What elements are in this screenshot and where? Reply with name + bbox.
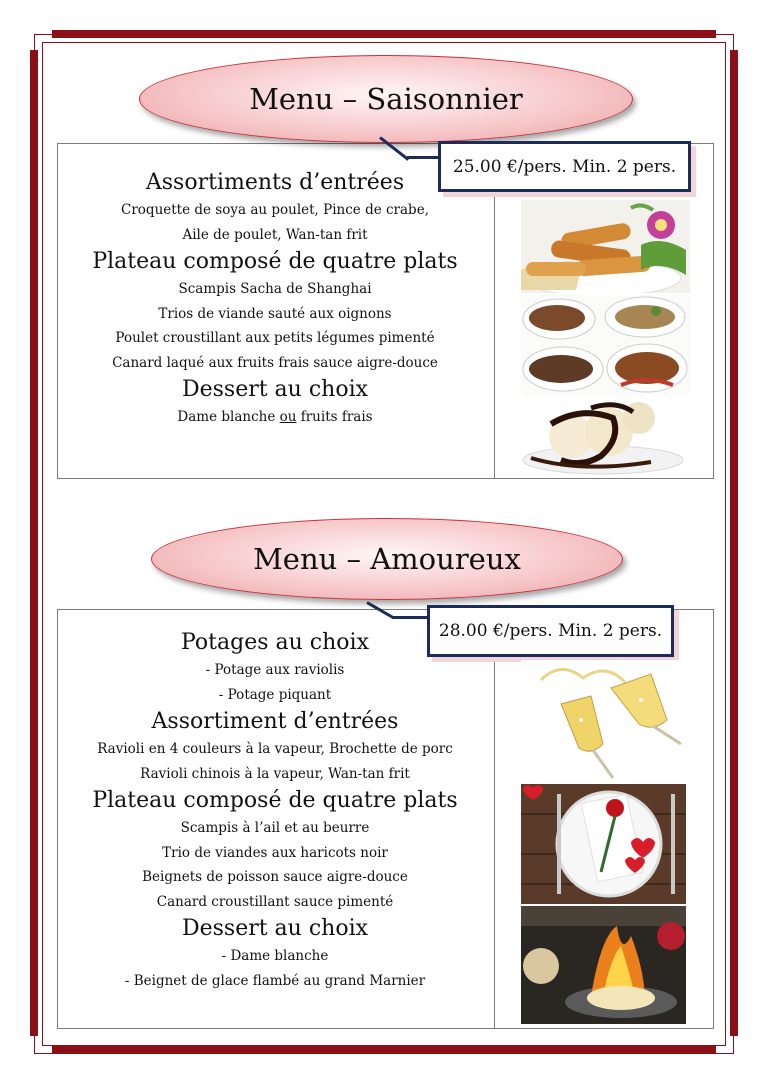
menu-item: Scampis Sacha de Shanghai: [178, 281, 372, 297]
rose-plate-photo: [521, 784, 686, 904]
menu-amoureux-content: [58, 628, 492, 993]
menu-saisonnier-content: [58, 168, 492, 430]
dessert-option: fruits frais: [296, 409, 373, 425]
champagne-glasses-photo: [521, 660, 686, 782]
menu-item: Poulet croustillant aux petits légumes pimenté: [115, 330, 435, 346]
menu-item: [58, 405, 492, 430]
price-connector: [392, 616, 430, 619]
section-heading: Dessert au choix: [181, 916, 369, 941]
price-text: 28.00 €/pers. Min. 2 pers.: [438, 621, 663, 641]
frame-bar-left: [30, 50, 38, 1036]
section-heading: Assortiments d’entrées: [145, 170, 405, 195]
menu-amoureux-title: [151, 518, 623, 600]
section-heading: Potages au choix: [181, 630, 369, 655]
section-heading: Assortiment d’entrées: [151, 709, 399, 734]
price-connector: [407, 156, 441, 159]
menu-item: Canard croustillant sauce pimenté: [156, 893, 394, 910]
menu-item: Beignets de poisson sauce aigre-douce: [142, 869, 408, 885]
or-word: ou: [279, 409, 297, 425]
menu-item: - Potage aux raviolis: [205, 662, 345, 678]
menu-saisonnier-title: [139, 55, 633, 143]
menu-item: Trio de viandes aux haricots noir: [162, 844, 388, 861]
frame-bar-right: [730, 50, 738, 1036]
column-divider: [494, 144, 495, 478]
frame-bar-bottom: [52, 1046, 716, 1054]
menu-item: Croquette de soya au poulet, Pince de crabe,: [121, 202, 429, 218]
menu-item: Trios de viande sauté aux oignons: [158, 305, 392, 322]
menu-item: - Dame blanche: [221, 948, 329, 964]
dessert-option: Dame blanche: [177, 409, 280, 425]
menu-item: - Potage piquant: [218, 686, 332, 703]
flambe-dessert-photo: [521, 906, 686, 1024]
frame-bar-top: [52, 30, 716, 38]
menu-item: Ravioli chinois à la vapeur, Wan-tan frit: [140, 765, 410, 782]
menu-title-text: Menu – Saisonnier: [249, 82, 523, 116]
menu-item: - Beignet de glace flambé au grand Marnier: [124, 972, 426, 989]
meat-dishes-photo: [521, 295, 690, 396]
section-heading: Dessert au choix: [181, 377, 369, 402]
price-text: 25.00 €/pers. Min. 2 pers.: [452, 156, 677, 177]
column-divider: [494, 610, 495, 1028]
section-heading: Plateau composé de quatre plats: [92, 249, 458, 274]
section-heading: Plateau composé de quatre plats: [92, 788, 458, 813]
spring-rolls-photo: [521, 200, 690, 293]
menu-item: Aile de poulet, Wan-tan frit: [182, 226, 368, 243]
ice-cream-chocolate-photo: [521, 398, 684, 476]
menu-item: Ravioli en 4 couleurs à la vapeur, Brochette de porc: [97, 741, 453, 757]
menu-item: Scampis à l’ail et au beurre: [180, 820, 370, 836]
menu-item: Canard laqué aux fruits frais sauce aigre-douce: [112, 354, 438, 371]
menu-title-text: Menu – Amoureux: [253, 542, 521, 576]
